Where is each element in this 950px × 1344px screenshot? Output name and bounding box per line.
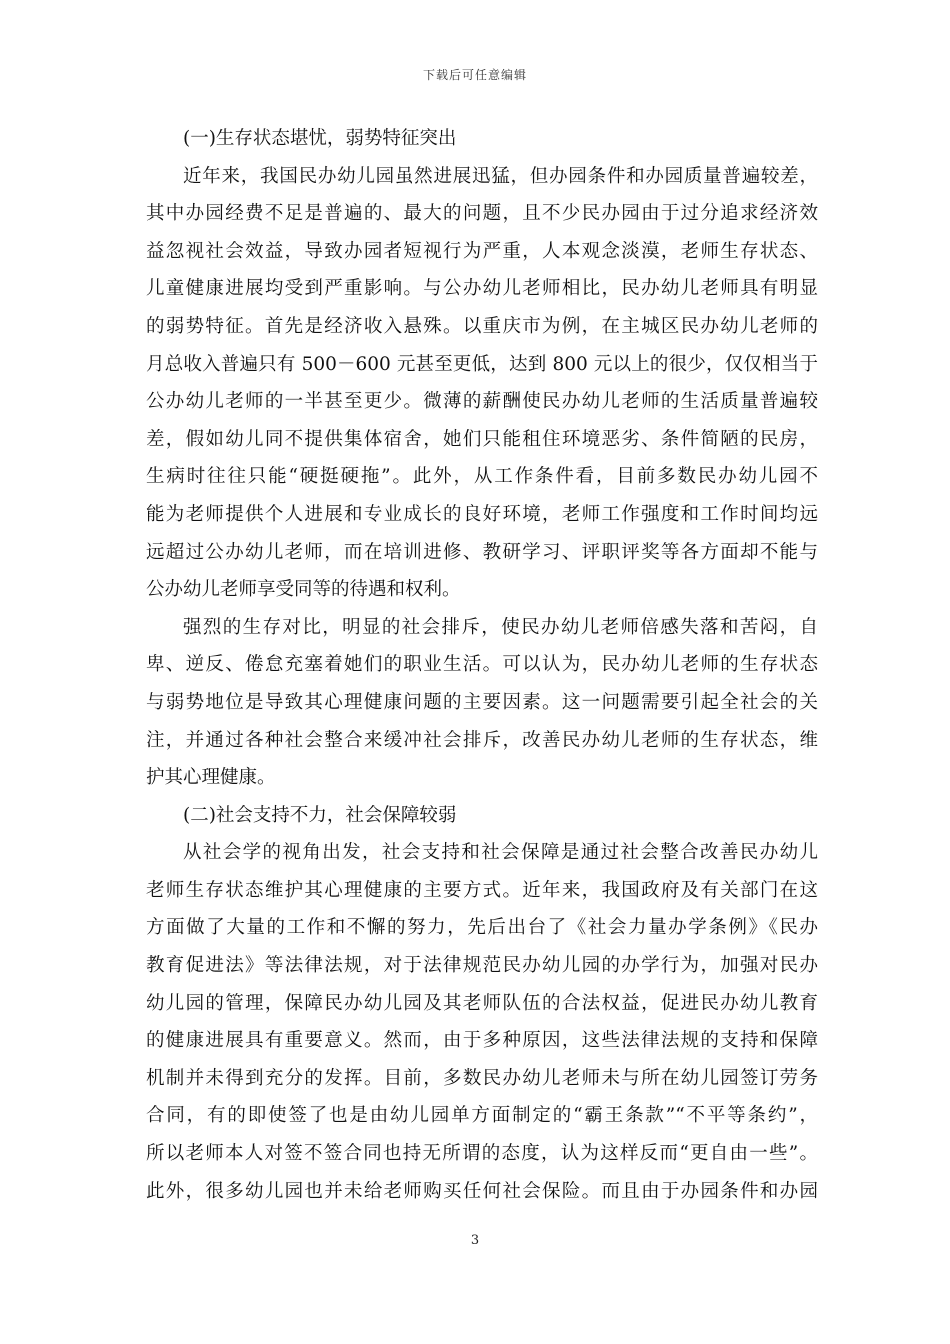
text-line: (一)生存状态堪忧，弱势特征突出 (183, 128, 457, 149)
text-line: 的健康进展具有重要意义。然而，由于多种原因，这些法律法规的支持和保障 (146, 1030, 818, 1052)
page-number: 3 (470, 1233, 480, 1248)
text-line: 此外，很多幼儿园也并未给老师购买任何社会保险。而且由于办园条件和办园 (146, 1180, 818, 1202)
text-line: 公办幼儿老师享受同等的待遇和权利。 (146, 579, 461, 601)
text-line: 公办幼儿老师的一半甚至更少。微薄的薪酬使民办幼儿老师的生活质量普遍较 (146, 391, 818, 413)
text-line: 幼儿园的管理，保障民办幼儿园及其老师队伍的合法权益，促进民办幼儿教育 (146, 992, 818, 1014)
text-line: 卑、逆反、倦怠充塞着她们的职业生活。可以认为，民办幼儿老师的生存状态 (146, 654, 818, 676)
text-line: 与弱势地位是导致其心理健康问题的主要因素。这一问题需要引起全社会的关 (146, 691, 818, 713)
text-line: 护其心理健康。 (146, 767, 276, 789)
text-line: 注，并通过各种社会整合来缓冲社会排斥，改善民办幼儿老师的生存状态，维 (146, 729, 818, 751)
section-heading (146, 797, 818, 835)
text-line: 月总收入普遍只有 500－600 元甚至更低，达到 800 元以上的很少，仅仅相当于 (146, 353, 818, 375)
document-body (146, 120, 818, 1210)
text-line: 方面做了大量的工作和不懈的努力，先后出台了《社会力量办学条例》《民办 (146, 917, 818, 939)
text-line: 益忽视社会效益，导致办园者短视行为严重，人本观念淡漠，老师生存状态、 (146, 240, 818, 262)
text-line: 远超过公办幼儿老师，而在培训进修、教研学习、评职评奖等各方面却不能与 (146, 541, 818, 563)
text-line: 差，假如幼儿同不提供集体宿舍，她们只能租住环境恶劣、条件简陋的民房， (146, 428, 818, 450)
text-line: 机制并未得到充分的发挥。目前，多数民办幼儿老师未与所在幼儿园签订劳务 (146, 1067, 818, 1089)
text-line: 强烈的生存对比，明显的社会排斥，使民办幼儿老师倍感失落和苦闷，自 (183, 616, 818, 638)
paragraph (146, 609, 818, 797)
text-line: 儿童健康进展均受到严重影响。与公办幼儿老师相比，民办幼儿老师具有明显 (146, 278, 818, 300)
page-header: 下载后可任意编辑 (422, 68, 527, 82)
text-line: 所以老师本人对签不签合同也持无所谓的态度，认为这样反而“更自由一些”。 (146, 1143, 818, 1165)
text-line: 从社会学的视角出发，社会支持和社会保障是通过社会整合改善民办幼儿 (183, 842, 818, 864)
text-line: 近年来，我国民办幼儿园虽然进展迅猛，但办园条件和办园质量普遍较差， (183, 165, 818, 187)
text-line: 能为老师提供个人进展和专业成长的良好环境，老师工作强度和工作时间均远 (146, 503, 818, 525)
paragraph (146, 158, 818, 609)
text-line: 老师生存状态维护其心理健康的主要方式。近年来，我国政府及有关部门在这 (146, 879, 818, 901)
text-line: (二)社会支持不力，社会保障较弱 (183, 804, 457, 826)
text-line: 合同，有的即使签了也是由幼儿园单方面制定的“霸王条款”“不平等条约”， (146, 1105, 818, 1127)
text-line: 其中办园经费不足是普遍的、最大的问题，且不少民办园由于过分追求经济效 (146, 203, 818, 225)
text-line: 教育促进法》等法律法规，对于法律规范民办幼儿园的办学行为，加强对民办 (146, 955, 818, 977)
section-heading (146, 120, 818, 158)
paragraph (146, 834, 818, 1210)
text-line: 生病时往往只能“硬挺硬拖”。此外，从工作条件看，目前多数民办幼儿园不 (146, 466, 818, 488)
text-line: 的弱势特征。首先是经济收入悬殊。以重庆市为例，在主城区民办幼儿老师的 (146, 315, 818, 337)
